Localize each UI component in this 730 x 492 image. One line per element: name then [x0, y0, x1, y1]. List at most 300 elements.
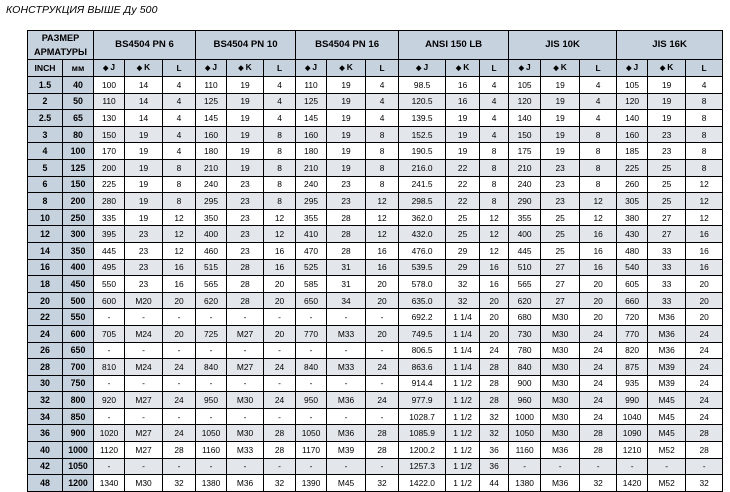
- table-cell: 355: [296, 209, 327, 226]
- table-cell: 24: [366, 359, 399, 376]
- table-cell: 806.5: [399, 342, 446, 359]
- table-cell: 33: [648, 242, 686, 259]
- table-cell: 20: [580, 276, 617, 293]
- table-cell: 28: [480, 375, 509, 392]
- table-cell: 8: [580, 143, 617, 160]
- table-cell: 210: [296, 159, 327, 176]
- table-cell: 20: [264, 325, 296, 342]
- table-cell: 120: [509, 93, 541, 110]
- table-cell: 935: [617, 375, 648, 392]
- table-cell: -: [366, 408, 399, 425]
- table-cell: 8: [366, 126, 399, 143]
- table-cell: 33: [648, 276, 686, 293]
- table-cell: 770: [617, 325, 648, 342]
- table-cell: 749.5: [399, 325, 446, 342]
- table-cell: 1257.3: [399, 458, 446, 475]
- table-cell: 24: [480, 342, 509, 359]
- page-title: КОНСТРУКЦИЯ ВЫШЕ Ду 500: [6, 4, 158, 16]
- table-cell: 1050: [509, 425, 541, 442]
- size-mm-cell: 350: [63, 242, 94, 259]
- table-cell: -: [196, 408, 227, 425]
- table-cell: 23: [541, 193, 580, 210]
- subcolumn-header: [446, 60, 480, 77]
- table-cell: 875: [617, 359, 648, 376]
- table-cell: 515: [196, 259, 227, 276]
- table-cell: 4: [163, 126, 196, 143]
- table-cell: 25: [648, 193, 686, 210]
- table-cell: 4: [366, 110, 399, 127]
- table-cell: 25: [541, 242, 580, 259]
- table-cell: M36: [327, 392, 366, 409]
- diameter-icon: ◆: [659, 65, 666, 72]
- table-cell: -: [125, 375, 163, 392]
- subcolumn-label: K: [346, 62, 353, 72]
- table-cell: -: [94, 342, 125, 359]
- table-cell: 12: [580, 193, 617, 210]
- table-cell: 24: [580, 342, 617, 359]
- table-cell: 12: [480, 226, 509, 243]
- table-cell: 4: [580, 93, 617, 110]
- table-cell: 12: [366, 226, 399, 243]
- table-cell: 150: [509, 126, 541, 143]
- diameter-icon: ◆: [626, 65, 632, 72]
- table-cell: -: [541, 458, 580, 475]
- table-cell: -: [264, 375, 296, 392]
- table-cell: 4: [366, 77, 399, 94]
- size-inch-cell: 6: [28, 176, 63, 193]
- subcolumn-label: L: [379, 63, 385, 73]
- size-inch-cell: 20: [28, 292, 63, 309]
- table-cell: 19: [327, 159, 366, 176]
- table-cell: 16: [480, 276, 509, 293]
- table-cell: 28: [480, 359, 509, 376]
- table-cell: 1 1/4: [446, 359, 480, 376]
- table-cell: 160: [617, 126, 648, 143]
- table-cell: 240: [196, 176, 227, 193]
- table-cell: M45: [648, 392, 686, 409]
- table-cell: 20: [480, 309, 509, 326]
- table-cell: M24: [125, 359, 163, 376]
- size-inch-cell: 4: [28, 143, 63, 160]
- table-cell: 4: [366, 93, 399, 110]
- size-inch-cell: 12: [28, 226, 63, 243]
- table-cell: 16: [686, 226, 723, 243]
- table-cell: 4: [686, 77, 723, 94]
- subcolumn-label: L: [276, 63, 283, 73]
- table-row: [28, 93, 723, 110]
- table-cell: 445: [509, 242, 541, 259]
- table-cell: 8: [366, 159, 399, 176]
- table-cell: M27: [227, 325, 264, 342]
- table-cell: 380: [617, 209, 648, 226]
- table-cell: 32: [446, 292, 480, 309]
- table-cell: 8: [686, 126, 723, 143]
- table-cell: 28: [327, 226, 366, 243]
- table-cell: -: [366, 458, 399, 475]
- table-cell: M27: [125, 425, 163, 442]
- table-cell: 28: [227, 292, 264, 309]
- table-cell: 8: [480, 143, 509, 160]
- table-cell: 977.9: [399, 392, 446, 409]
- table-cell: 692.2: [399, 309, 446, 326]
- table-cell: 12: [264, 226, 296, 243]
- table-cell: 16: [480, 259, 509, 276]
- table-row: [28, 143, 723, 160]
- table-cell: 16: [264, 242, 296, 259]
- size-inch-cell: 1.5: [28, 77, 63, 94]
- size-mm-cell: 900: [63, 425, 94, 442]
- diameter-icon: ◆: [416, 65, 422, 72]
- table-cell: -: [196, 458, 227, 475]
- subcolumn-label: J: [212, 62, 218, 72]
- table-cell: 23: [327, 193, 366, 210]
- table-cell: 32: [686, 475, 723, 492]
- table-cell: 20: [480, 292, 509, 309]
- table-cell: M33: [227, 442, 264, 459]
- table-cell: 27: [648, 226, 686, 243]
- subcolumn-label: J: [110, 62, 116, 72]
- table-cell: -: [327, 342, 366, 359]
- diameter-icon: ◆: [305, 65, 311, 72]
- table-cell: 8: [580, 126, 617, 143]
- table-cell: 1 1/2: [446, 408, 480, 425]
- table-cell: -: [125, 408, 163, 425]
- table-row: [28, 392, 723, 409]
- header-row-standards: [28, 31, 723, 60]
- table-cell: 8: [580, 176, 617, 193]
- table-cell: 8: [366, 176, 399, 193]
- table-cell: 1050: [296, 425, 327, 442]
- table-cell: 16: [163, 259, 196, 276]
- table-cell: 241.5: [399, 176, 446, 193]
- table-cell: 28: [264, 425, 296, 442]
- subcolumn-label: J: [525, 62, 531, 72]
- table-cell: 160: [196, 126, 227, 143]
- table-cell: 190.5: [399, 143, 446, 160]
- table-cell: 19: [327, 77, 366, 94]
- table-cell: 185: [617, 143, 648, 160]
- table-cell: 19: [125, 143, 163, 160]
- table-cell: 460: [196, 242, 227, 259]
- size-mm-cell: 1000: [63, 442, 94, 459]
- table-cell: 4: [580, 77, 617, 94]
- table-cell: 1160: [196, 442, 227, 459]
- table-cell: M39: [648, 359, 686, 376]
- table-cell: -: [227, 309, 264, 326]
- table-cell: 8: [264, 126, 296, 143]
- table-cell: -: [366, 375, 399, 392]
- table-cell: M36: [648, 325, 686, 342]
- table-cell: 914.4: [399, 375, 446, 392]
- table-cell: 145: [296, 110, 327, 127]
- table-cell: 16: [686, 242, 723, 259]
- table-cell: 28: [580, 425, 617, 442]
- table-cell: 725: [196, 325, 227, 342]
- table-cell: 1085.9: [399, 425, 446, 442]
- table-cell: 160: [296, 126, 327, 143]
- subcolumn-label: J: [423, 62, 429, 72]
- table-row: [28, 209, 723, 226]
- table-row: [28, 442, 723, 459]
- table-cell: M30: [541, 309, 580, 326]
- size-mm-cell: 50: [63, 93, 94, 110]
- table-cell: 24: [163, 359, 196, 376]
- size-mm-cell: 40: [63, 77, 94, 94]
- table-cell: -: [264, 342, 296, 359]
- table-cell: 20: [163, 325, 196, 342]
- table-row: [28, 325, 723, 342]
- standard-header: BS4504 PN 6: [94, 31, 196, 60]
- table-cell: -: [264, 309, 296, 326]
- table-cell: 1 1/4: [446, 309, 480, 326]
- size-mm-cell: 400: [63, 259, 94, 276]
- table-cell: -: [686, 458, 723, 475]
- table-cell: 180: [196, 143, 227, 160]
- table-row: [28, 342, 723, 359]
- size-mm-cell: 1200: [63, 475, 94, 492]
- table-cell: M30: [541, 359, 580, 376]
- size-inch-cell: 10: [28, 209, 63, 226]
- size-inch-cell: 16: [28, 259, 63, 276]
- table-cell: 25: [648, 159, 686, 176]
- table-cell: 400: [509, 226, 541, 243]
- table-cell: 24: [163, 392, 196, 409]
- table-cell: 23: [541, 176, 580, 193]
- table-row: [28, 276, 723, 293]
- size-mm-cell: 650: [63, 342, 94, 359]
- table-cell: 19: [327, 110, 366, 127]
- size-inch-cell: 8: [28, 193, 63, 210]
- table-cell: 1160: [509, 442, 541, 459]
- table-cell: 4: [264, 77, 296, 94]
- size-inch-cell: 14: [28, 242, 63, 259]
- table-cell: -: [227, 375, 264, 392]
- table-cell: 28: [327, 209, 366, 226]
- size-mm-cell: 500: [63, 292, 94, 309]
- table-cell: 770: [296, 325, 327, 342]
- table-cell: 660: [617, 292, 648, 309]
- table-cell: 19: [327, 143, 366, 160]
- size-inch-cell: 18: [28, 276, 63, 293]
- subcolumn-header: [196, 60, 227, 77]
- table-cell: 20: [580, 292, 617, 309]
- table-cell: M30: [541, 342, 580, 359]
- table-cell: 8: [264, 159, 296, 176]
- table-cell: 1 1/4: [446, 342, 480, 359]
- table-cell: M45: [327, 475, 366, 492]
- table-cell: 32: [163, 475, 196, 492]
- table-cell: M30: [541, 392, 580, 409]
- size-mm-cell: 450: [63, 276, 94, 293]
- table-cell: 495: [94, 259, 125, 276]
- subcolumn-header: [480, 60, 509, 77]
- table-cell: M24: [125, 325, 163, 342]
- table-cell: 16: [264, 259, 296, 276]
- header-row-subcolumns: [28, 60, 723, 77]
- table-cell: 1 1/2: [446, 425, 480, 442]
- table-cell: 4: [163, 110, 196, 127]
- table-cell: 1020: [94, 425, 125, 442]
- table-cell: 12: [163, 226, 196, 243]
- table-cell: -: [327, 458, 366, 475]
- table-cell: 20: [264, 292, 296, 309]
- table-cell: 32: [366, 475, 399, 492]
- table-cell: 863.6: [399, 359, 446, 376]
- diameter-icon: ◆: [553, 65, 559, 72]
- table-cell: 24: [580, 359, 617, 376]
- subcolumn-header: [541, 60, 580, 77]
- table-cell: 28: [686, 442, 723, 459]
- table-cell: 12: [366, 193, 399, 210]
- table-cell: 12: [163, 242, 196, 259]
- table-cell: -: [327, 309, 366, 326]
- table-cell: 585: [296, 276, 327, 293]
- table-cell: -: [163, 342, 196, 359]
- table-cell: -: [327, 375, 366, 392]
- table-cell: 225: [617, 159, 648, 176]
- table-cell: 1170: [296, 442, 327, 459]
- table-cell: 280: [94, 193, 125, 210]
- table-cell: 33: [648, 259, 686, 276]
- table-cell: 216.0: [399, 159, 446, 176]
- table-cell: 480: [617, 242, 648, 259]
- table-cell: 23: [227, 193, 264, 210]
- size-inch-cell: 34: [28, 408, 63, 425]
- table-cell: 1050: [196, 425, 227, 442]
- table-cell: -: [196, 309, 227, 326]
- table-cell: M33: [327, 325, 366, 342]
- table-cell: M27: [125, 392, 163, 409]
- table-cell: 28: [366, 442, 399, 459]
- table-cell: 105: [617, 77, 648, 94]
- table-cell: 16: [580, 242, 617, 259]
- size-inch-cell: 28: [28, 359, 63, 376]
- table-cell: 565: [196, 276, 227, 293]
- subcolumn-label: K: [560, 62, 567, 72]
- table-cell: 705: [94, 325, 125, 342]
- table-cell: 8: [163, 159, 196, 176]
- table-cell: 780: [509, 342, 541, 359]
- table-cell: 24: [686, 359, 723, 376]
- table-cell: 8: [264, 176, 296, 193]
- table-cell: 8: [264, 143, 296, 160]
- standard-header: JIS 16K: [617, 31, 723, 60]
- flange-dimensions-table: [27, 30, 723, 492]
- table-cell: 28: [227, 276, 264, 293]
- table-cell: -: [366, 342, 399, 359]
- table-cell: 12: [163, 209, 196, 226]
- table-cell: -: [296, 375, 327, 392]
- table-cell: -: [163, 309, 196, 326]
- table-cell: 24: [264, 359, 296, 376]
- table-row: [28, 292, 723, 309]
- table-cell: 24: [580, 325, 617, 342]
- table-cell: 810: [94, 359, 125, 376]
- table-cell: 20: [163, 292, 196, 309]
- table-cell: 1000: [509, 408, 541, 425]
- table-cell: 225: [94, 176, 125, 193]
- table-cell: 19: [227, 77, 264, 94]
- subcolumn-label: L: [491, 63, 497, 73]
- subcolumn-header: [125, 60, 163, 77]
- table-cell: 125: [196, 93, 227, 110]
- table-cell: 19: [327, 93, 366, 110]
- table-cell: -: [163, 375, 196, 392]
- size-mm-cell: 125: [63, 159, 94, 176]
- table-row: [28, 193, 723, 210]
- table-cell: 24: [686, 375, 723, 392]
- table-cell: 14: [125, 110, 163, 127]
- table-cell: 34: [327, 292, 366, 309]
- table-cell: 12: [686, 176, 723, 193]
- table-cell: 410: [296, 226, 327, 243]
- table-cell: -: [264, 408, 296, 425]
- table-cell: -: [327, 408, 366, 425]
- diameter-icon: ◆: [204, 65, 211, 72]
- table-cell: 4: [480, 93, 509, 110]
- table-cell: 24: [580, 408, 617, 425]
- table-cell: 110: [296, 77, 327, 94]
- table-cell: M52: [648, 475, 686, 492]
- table-cell: 8: [580, 159, 617, 176]
- table-cell: 24: [580, 392, 617, 409]
- table-cell: 130: [94, 110, 125, 127]
- table-cell: 210: [509, 159, 541, 176]
- subcolumn-label: K: [463, 62, 470, 72]
- table-cell: -: [227, 342, 264, 359]
- diameter-icon: ◆: [238, 65, 244, 72]
- table-cell: 19: [125, 176, 163, 193]
- table-cell: 8: [480, 193, 509, 210]
- table-row: [28, 110, 723, 127]
- diameter-icon: ◆: [136, 65, 143, 72]
- table-cell: 32: [264, 475, 296, 492]
- table-cell: 31: [327, 276, 366, 293]
- table-cell: -: [125, 458, 163, 475]
- table-cell: 990: [617, 392, 648, 409]
- subcolumn-header: [686, 60, 723, 77]
- subcolumn-header: [617, 60, 648, 77]
- table-cell: 8: [686, 159, 723, 176]
- table-cell: 24: [163, 425, 196, 442]
- table-cell: 19: [446, 110, 480, 127]
- table-cell: 12: [264, 209, 296, 226]
- table-cell: 24: [686, 342, 723, 359]
- size-mm-cell: 750: [63, 375, 94, 392]
- table-cell: 20: [366, 325, 399, 342]
- table-cell: 20: [686, 292, 723, 309]
- table-cell: 170: [94, 143, 125, 160]
- table-row: [28, 408, 723, 425]
- subcolumn-header: [580, 60, 617, 77]
- standard-header: BS4504 PN 10: [196, 31, 296, 60]
- table-cell: 12: [580, 209, 617, 226]
- size-mm-cell: 80: [63, 126, 94, 143]
- table-cell: 1120: [94, 442, 125, 459]
- table-cell: 730: [509, 325, 541, 342]
- table-cell: -: [648, 458, 686, 475]
- table-row: [28, 159, 723, 176]
- table-cell: -: [227, 408, 264, 425]
- table-cell: 105: [509, 77, 541, 94]
- table-cell: 27: [541, 276, 580, 293]
- table-cell: -: [125, 342, 163, 359]
- table-cell: 23: [227, 226, 264, 243]
- table-cell: 175: [509, 143, 541, 160]
- table-cell: 145: [196, 110, 227, 127]
- table-cell: 28: [227, 259, 264, 276]
- table-cell: 19: [327, 126, 366, 143]
